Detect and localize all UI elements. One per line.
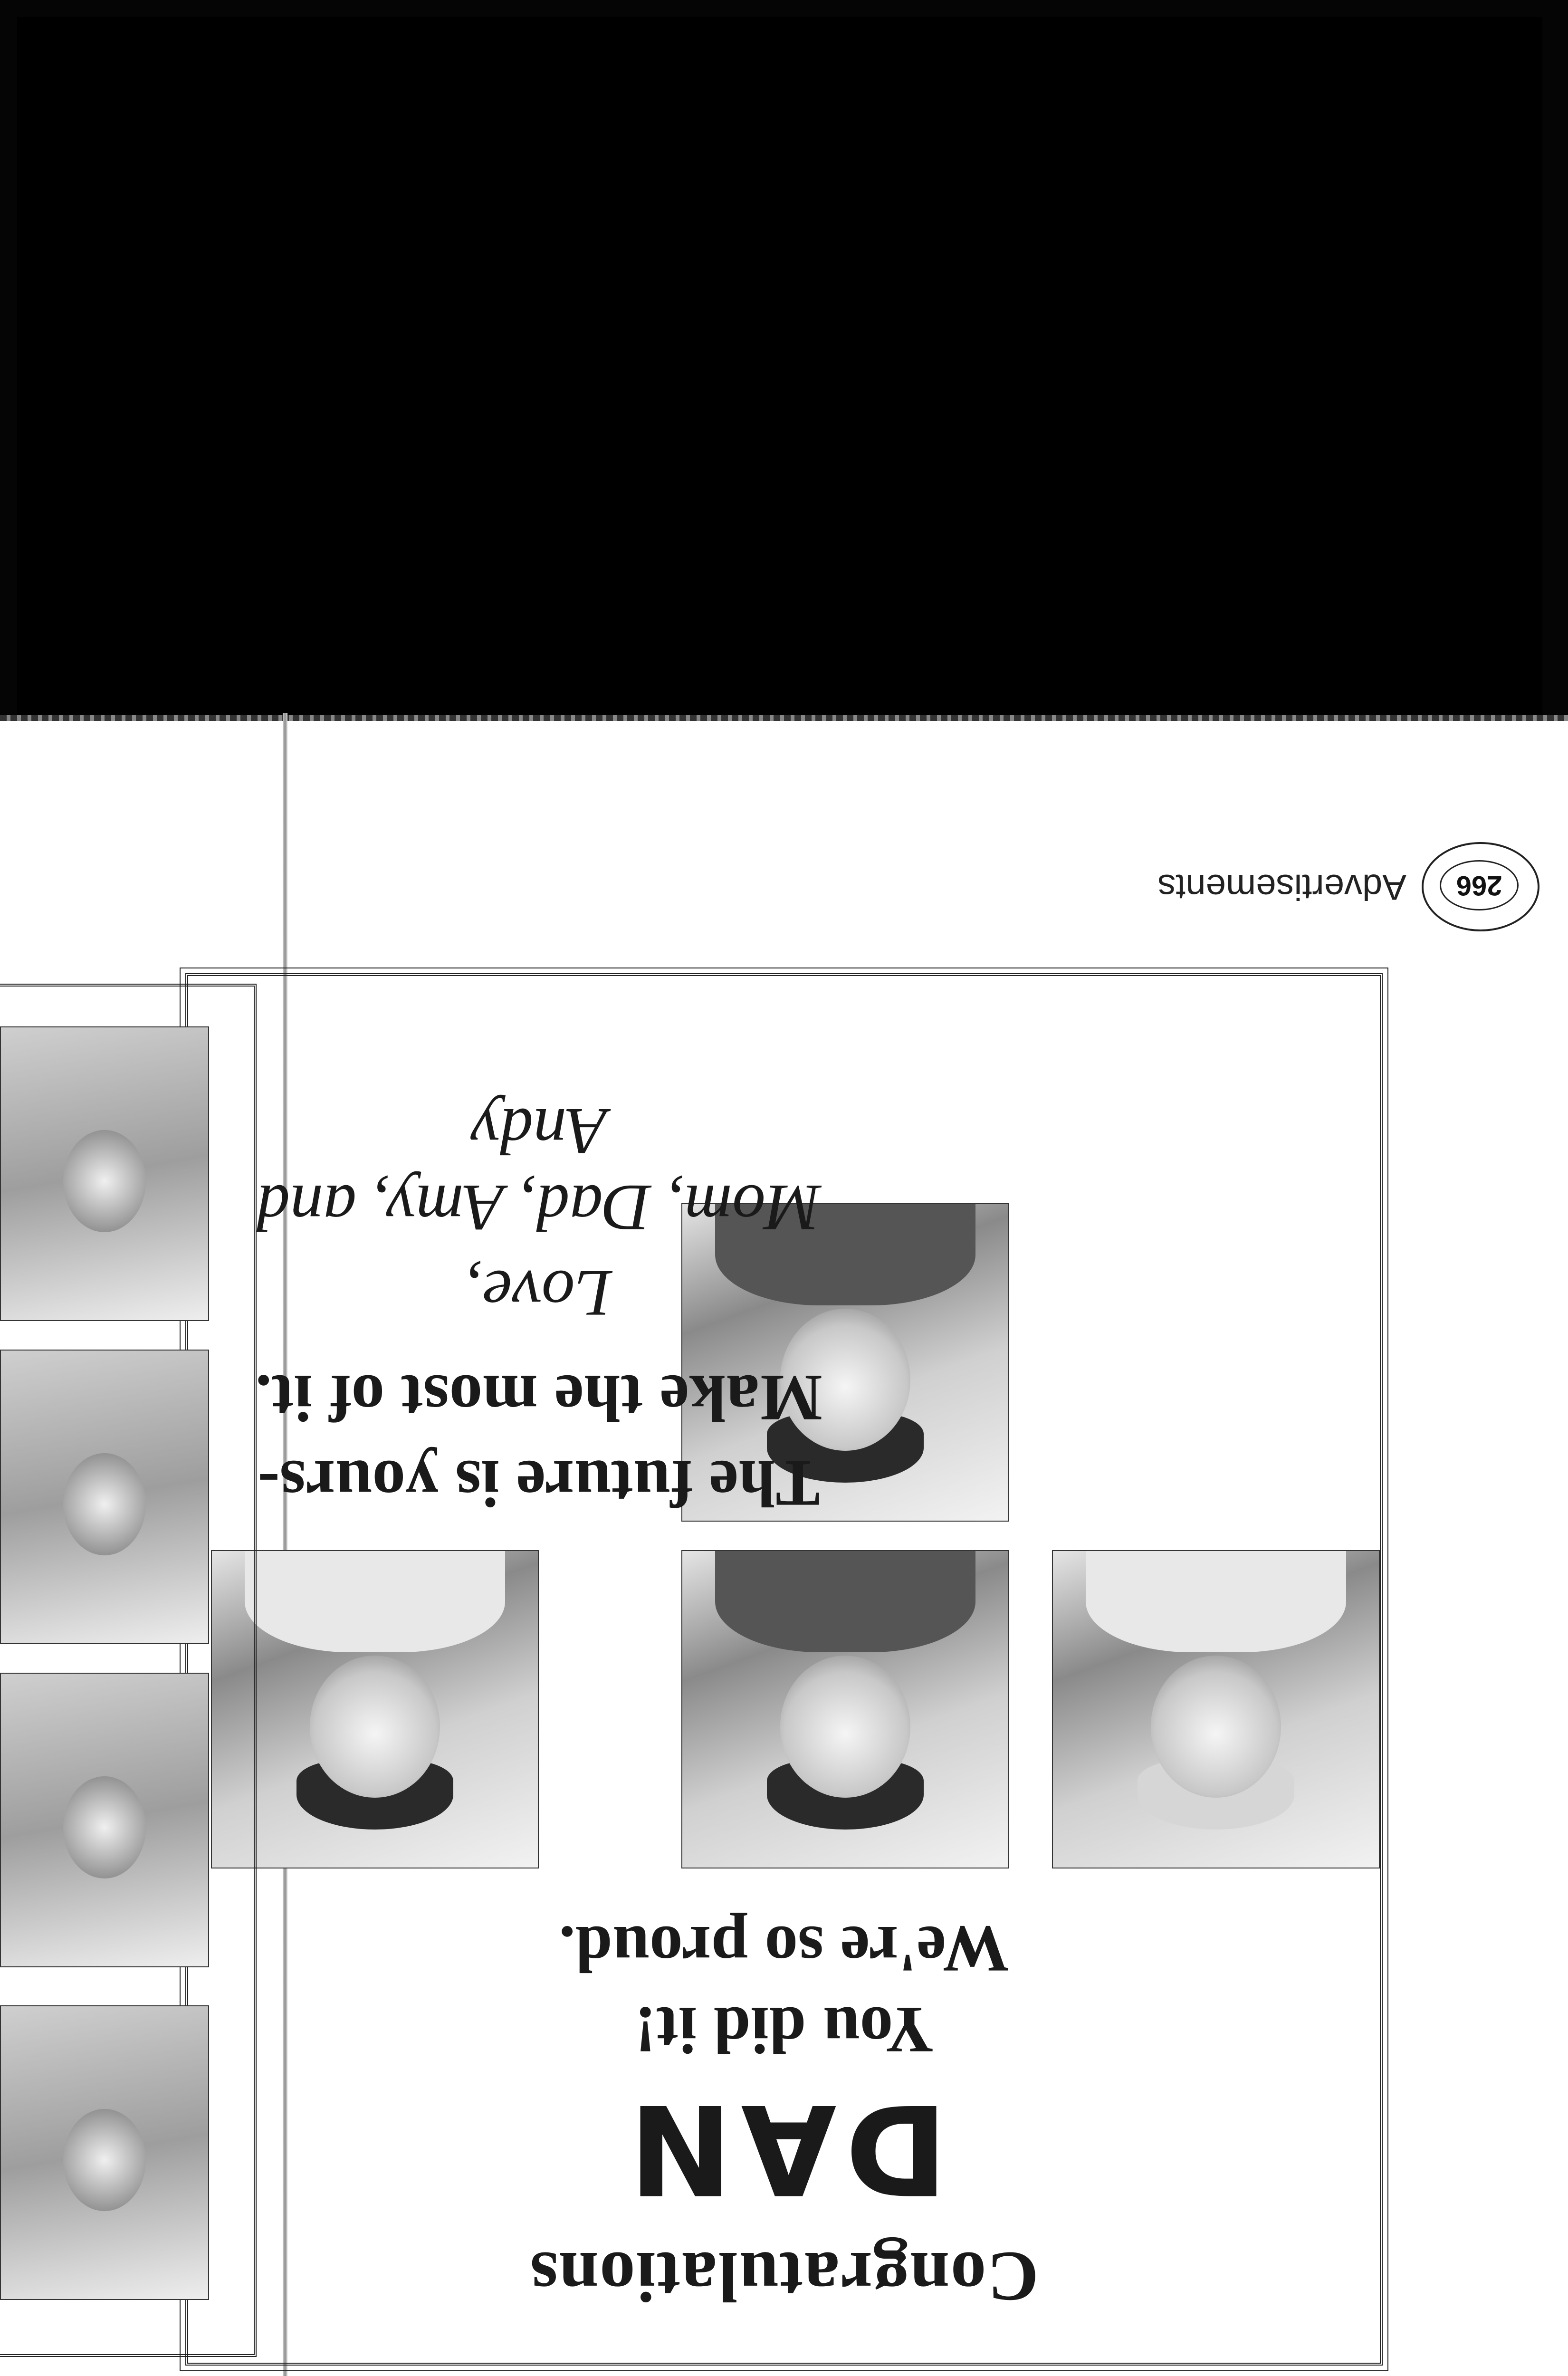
ad-message-line-1: You did it!: [634, 1993, 934, 2067]
ad-signers: Mom, Dad, Amy, and Andy: [257, 1094, 821, 1245]
photo-face: [63, 1453, 146, 1556]
ad-signoff: Love,: [466, 1256, 612, 1330]
adjacent-photo: [0, 2005, 209, 2300]
ad-closing-line-2: Make the most of it.: [255, 1361, 822, 1435]
photo-shirt: [1086, 1550, 1347, 1652]
photo-face: [63, 1776, 146, 1879]
ad-honoree-name: DAN: [620, 2077, 948, 2220]
photo-face: [310, 1656, 440, 1798]
section-label: Advertisements: [1157, 867, 1406, 907]
page-number: 266: [1440, 860, 1519, 910]
ad-closing-line-1: The future is yours-: [258, 1447, 820, 1520]
ad-page: [0, 718, 1568, 2376]
ad-title: Congratulations: [529, 2237, 1039, 2316]
photo-face: [63, 2109, 146, 2212]
photo-shirt: [245, 1550, 506, 1652]
page-footer: [998, 827, 1568, 941]
book-cover: [0, 0, 1568, 718]
photo-face: [780, 1656, 910, 1798]
child-photo: [681, 1550, 1009, 1868]
ad-message-line-2: We're so proud.: [559, 1912, 1009, 1986]
adjacent-photo: [0, 1026, 209, 1321]
page-number-badge: [1422, 842, 1539, 931]
baby-photo: [1052, 1550, 1380, 1868]
cover-panel: [17, 17, 1542, 716]
adjacent-photo: [0, 1350, 209, 1644]
photo-shirt: [715, 1550, 976, 1652]
adjacent-photo: [0, 1673, 209, 1967]
photo-face: [63, 1130, 146, 1233]
tennis-photo: [211, 1550, 539, 1868]
photo-face: [1151, 1656, 1281, 1798]
ad-frame: [185, 973, 1383, 2366]
